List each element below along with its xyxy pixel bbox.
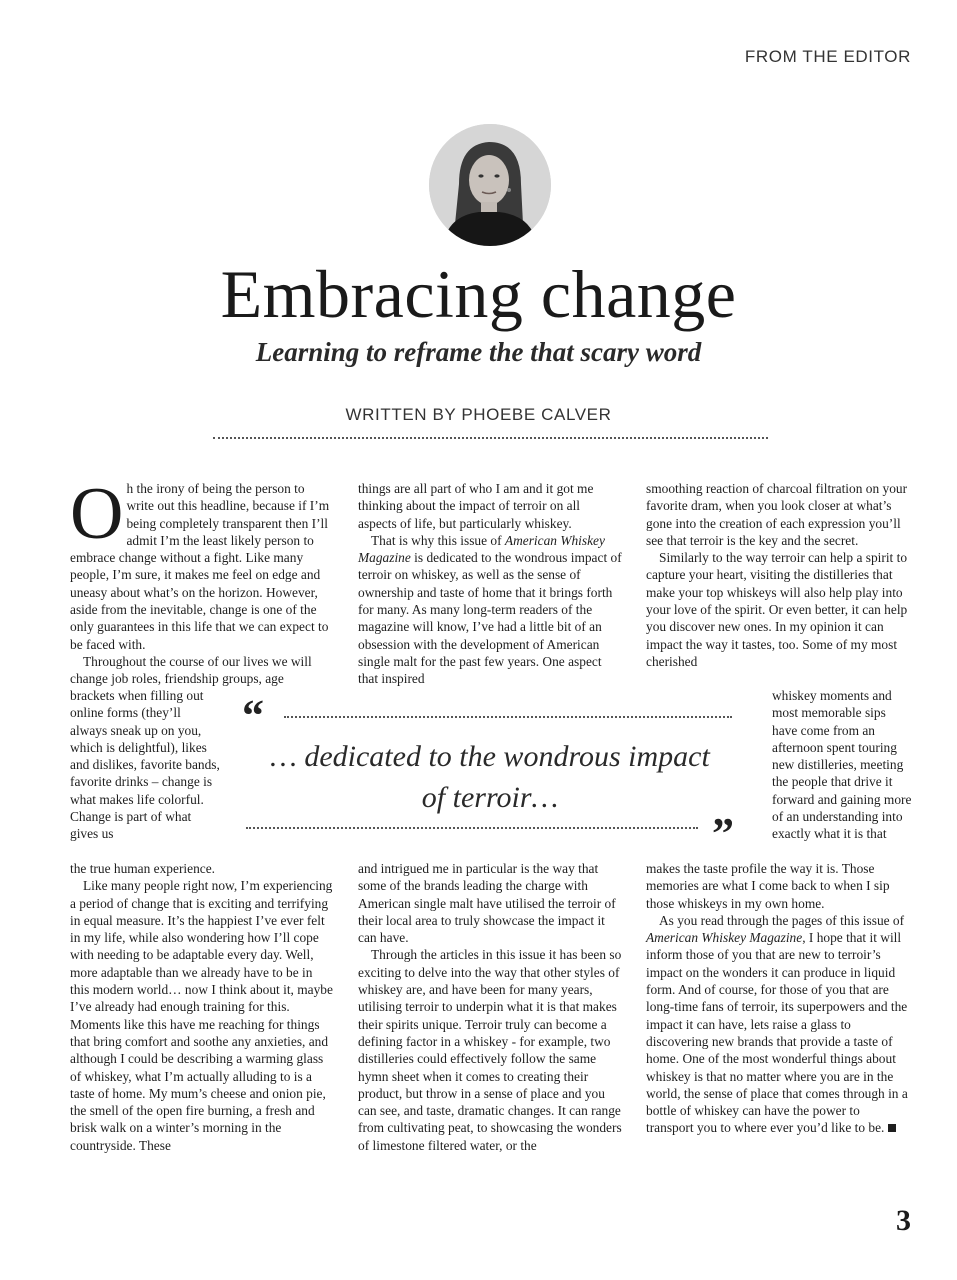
column-3-top xyxy=(646,480,910,670)
byline: WRITTEN BY PHOEBE CALVER xyxy=(345,405,612,424)
paragraph-1-text: h the irony of being the person to write out this headline, because if I’m being completely transparent then I’ll admit I’m the least likely person to embrace change without a fight. Like many people, I’m sure, it makes me feel on edge and uneasy about what’s on the horizon. However, aside from the inevitable, change is one of the only guarantees in this life that we can expect to be faced with. xyxy=(70,481,330,652)
pull-quote-top-rule xyxy=(284,716,732,718)
page-number: 3 xyxy=(896,1204,911,1237)
col2-p2-lead: That is why this issue of xyxy=(371,532,505,548)
drop-cap: O xyxy=(70,473,124,555)
author-photo xyxy=(429,124,551,246)
author-portrait-illustration xyxy=(429,124,551,246)
standfirst: Learning to reframe the that scary word xyxy=(255,337,702,367)
section-label: FROM THE EDITOR xyxy=(744,47,911,66)
paragraph-2-start: Throughout the course of our lives we will change job roles, friendship groups, age xyxy=(70,653,312,687)
col3-p3-lead: As you read through the pages of this issue of xyxy=(659,912,905,928)
close-quote-icon: ” xyxy=(712,809,734,858)
pull-quote-bottom-rule xyxy=(246,827,698,829)
col3-paragraph-2-start: Similarly to the way terroir can help a spirit to capture your heart, visiting the distilleries that make your top whiskeys will also help play into your love of the spirit. Or even better, it can help you discover new ones. In my opinion it can impact the way it tastes, too. Some of my most cherished xyxy=(646,550,908,669)
column-1-wrap xyxy=(70,687,220,843)
byline-divider xyxy=(213,437,768,439)
col3-paragraph-3 xyxy=(646,912,910,1137)
col2-p2-rest: is dedicated to the wondrous impact of terroir on whiskey, as well as the sense of ownership and taste of home that it brings forth for many. As many long-term readers of the magazine will know, I’ve had a little bit of an obsession with the development of American single malt for the past few years. One aspect that inspired xyxy=(358,550,622,687)
magazine-title: American Whiskey Magazine xyxy=(646,930,803,946)
square-end-mark-icon xyxy=(888,1124,896,1132)
headline: Embracing change xyxy=(220,256,737,332)
column-2-bottom xyxy=(358,860,622,1154)
magazine-title: American Whiskey Magazine xyxy=(358,532,605,566)
column-1-bottom xyxy=(70,860,334,1154)
column-3-bottom xyxy=(646,860,910,1137)
col3-paragraph-2-wrap: whiskey moments and most memorable sips have come from an afternoon spent touring new distilleries, meeting the people that drive it forward and gaining more of an understanding into exactly what it is that xyxy=(772,688,912,842)
open-quote-icon: “ xyxy=(242,691,264,740)
col3-paragraph-1: smoothing reaction of charcoal filtration on your favorite dram, when you look closer at what’s gone into the creation of each expression you’ll see that terroir is the key and the secret. xyxy=(646,481,908,548)
pull-quote xyxy=(240,691,740,858)
col2-paragraph-3: and intrigued me in particular is the way that some of the brands leading the charge with American single malt have utilised the terroir of their local area to truly showcase the impact it can have. xyxy=(358,861,616,946)
paragraph-2-end: the true human experience. xyxy=(70,861,215,876)
col2-paragraph-2 xyxy=(358,532,622,688)
column-2-top xyxy=(358,480,622,688)
pull-quote-text: … dedicated to the wondrous impact of terroir… xyxy=(270,740,710,814)
column-3-wrap xyxy=(772,687,914,843)
col3-paragraph-2-end: makes the taste profile the way it is. Those memories are what I come back to when I sip those whiskeys in my own home. xyxy=(646,861,890,911)
paragraph-3: Like many people right now, I’m experiencing a period of change that is exciting and terrifying in equal measure. It’s the happiest I’ve ever felt in my life, while also wondering how I’ll cope with needing to be adaptable every day. Well, more adaptable than we already have to be in this modern world… now I think about it, maybe I’ve already had enough training for this. Moments like this have me reaching for things that bring comfort and soothe any anxieties, and although I could be describing a warming glass of whiskey, what I’m actually alluding to is a taste of home. My mum’s cheese and onion pie, the smell of the open fire burning, a fresh and brisk walk on a winter’s morning in the countryside. These xyxy=(70,878,333,1153)
paragraph-2-wrap: brackets when filling out online forms (they’ll always sneak up on you, which is delightful), likes and dislikes, favorite bands, favorite drinks – change is what makes life colorful. Change is part of what gives us xyxy=(70,688,220,842)
column-1-top xyxy=(70,473,334,688)
col2-paragraph-4: Through the articles in this issue it has been so exciting to delve into the way that other styles of whiskey are, and have been for many years, utilising terroir to underpin what it is that makes their spirits unique. Terroir truly can become a defining factor in a whiskey - for example, two distilleries could effectively follow the same hymn sheet when it comes to creating their product, but throw in a sense of place and you can see, and taste, dramatic changes. It can range from cultivating peat, to showcasing the wonders of limestone filtered water, or the xyxy=(358,947,622,1153)
col3-p3-rest: , I hope that it will inform those of you that are new to terroir’s impact on the wonders it can produce in liquid form. And of course, for those of you that are long-time fans of terroir, its superpowers and the impact it can have, lets raise a glass to discovering new brands that provide a taste of home. One of the most wonderful things about whiskey is that no matter where you are in the world, the sense of place that comes through in a bottle of whiskey can have the power to transport you to where ever you’d like to be. xyxy=(646,930,908,1136)
paragraph-1 xyxy=(70,473,334,653)
col2-paragraph-1: things are all part of who I am and it got me thinking about the impact of terroir on all aspects of life, but particularly whiskey. xyxy=(358,481,594,531)
